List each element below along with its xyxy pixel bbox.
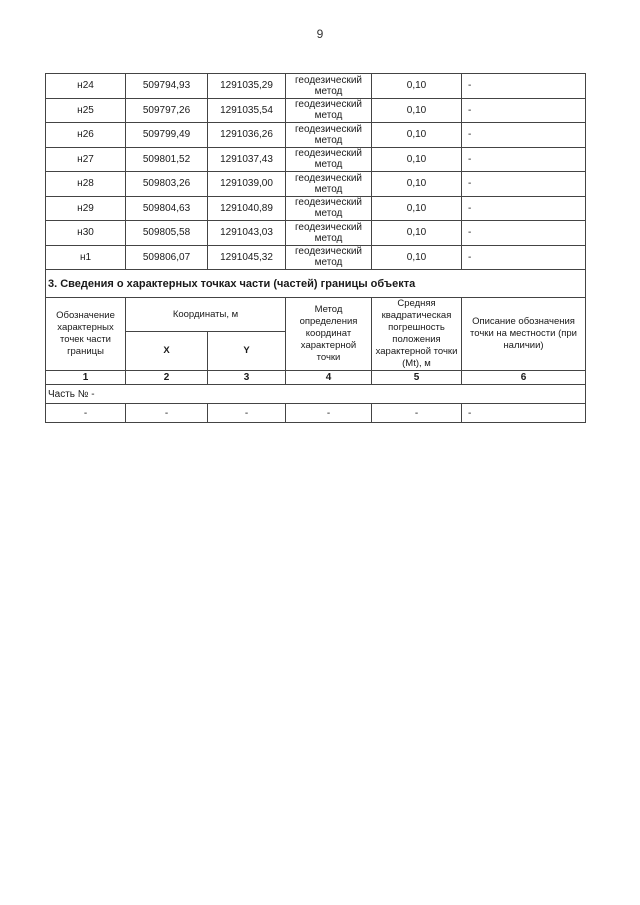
column-number: 3 [208,371,286,385]
point-method: геодезический метод [286,221,372,246]
point-row [46,221,586,246]
point-description: - [462,172,586,197]
point-y: 1291037,43 [208,147,286,172]
point-row [46,147,586,172]
point-name: н24 [46,74,126,99]
point-y: 1291035,54 [208,98,286,123]
point-method: геодезический метод [286,196,372,221]
part-label: Часть № - [46,385,586,404]
point-x: 509801,52 [126,147,208,172]
point-y: 1291045,32 [208,245,286,270]
point-name: н30 [46,221,126,246]
column-number: 1 [46,371,126,385]
point-name: н27 [46,147,126,172]
point-accuracy: 0,10 [372,74,462,99]
point-name: н1 [46,245,126,270]
point-row [46,196,586,221]
point-row [46,123,586,148]
point-y: 1291043,03 [208,221,286,246]
point-description: - [462,221,586,246]
point-accuracy: 0,10 [372,98,462,123]
empty-cell: - [126,404,208,423]
empty-cell: - [46,404,126,423]
point-method: геодезический метод [286,245,372,270]
empty-cell: - [462,404,586,423]
point-name: н26 [46,123,126,148]
point-row [46,98,586,123]
point-row [46,245,586,270]
point-x: 509804,63 [126,196,208,221]
point-accuracy: 0,10 [372,196,462,221]
header-accuracy: Средняя квадратическая погрешность положения характерной точки (Mt), м [372,298,462,371]
empty-cell: - [372,404,462,423]
document-body [45,73,585,423]
header-method: Метод определения координат характерной точки [286,298,372,371]
point-accuracy: 0,10 [372,245,462,270]
point-x: 509797,26 [126,98,208,123]
point-x: 509803,26 [126,172,208,197]
point-x: 509799,49 [126,123,208,148]
point-description: - [462,74,586,99]
point-accuracy: 0,10 [372,221,462,246]
point-y: 1291035,29 [208,74,286,99]
point-y: 1291039,00 [208,172,286,197]
column-number: 2 [126,371,208,385]
header-designation: Обозначение характерных точек части границы [46,298,126,371]
point-name: н25 [46,98,126,123]
points-table-body [46,74,586,270]
point-accuracy: 0,10 [372,147,462,172]
point-name: н29 [46,196,126,221]
header-description: Описание обозначения точки на местности (при наличии) [462,298,586,371]
point-accuracy: 0,10 [372,172,462,197]
point-name: н28 [46,172,126,197]
point-x: 509805,58 [126,221,208,246]
point-y: 1291040,89 [208,196,286,221]
page-number: 9 [316,27,324,41]
point-method: геодезический метод [286,172,372,197]
section-3-title: 3. Сведения о характерных точках части (частей) границы объекта [46,270,586,298]
point-method: геодезический метод [286,98,372,123]
point-description: - [462,123,586,148]
point-method: геодезический метод [286,74,372,99]
header-coordinates: Координаты, м [126,298,286,332]
point-x: 509806,07 [126,245,208,270]
point-description: - [462,147,586,172]
header-y: Y [208,332,286,371]
column-number: 4 [286,371,372,385]
point-y: 1291036,26 [208,123,286,148]
header-x: X [126,332,208,371]
empty-cell: - [208,404,286,423]
column-number: 5 [372,371,462,385]
point-row [46,74,586,99]
empty-cell: - [286,404,372,423]
column-number: 6 [462,371,586,385]
boundary-points-table [45,73,586,423]
point-row [46,172,586,197]
point-description: - [462,196,586,221]
point-description: - [462,245,586,270]
point-accuracy: 0,10 [372,123,462,148]
point-method: геодезический метод [286,147,372,172]
point-x: 509794,93 [126,74,208,99]
point-method: геодезический метод [286,123,372,148]
point-description: - [462,98,586,123]
